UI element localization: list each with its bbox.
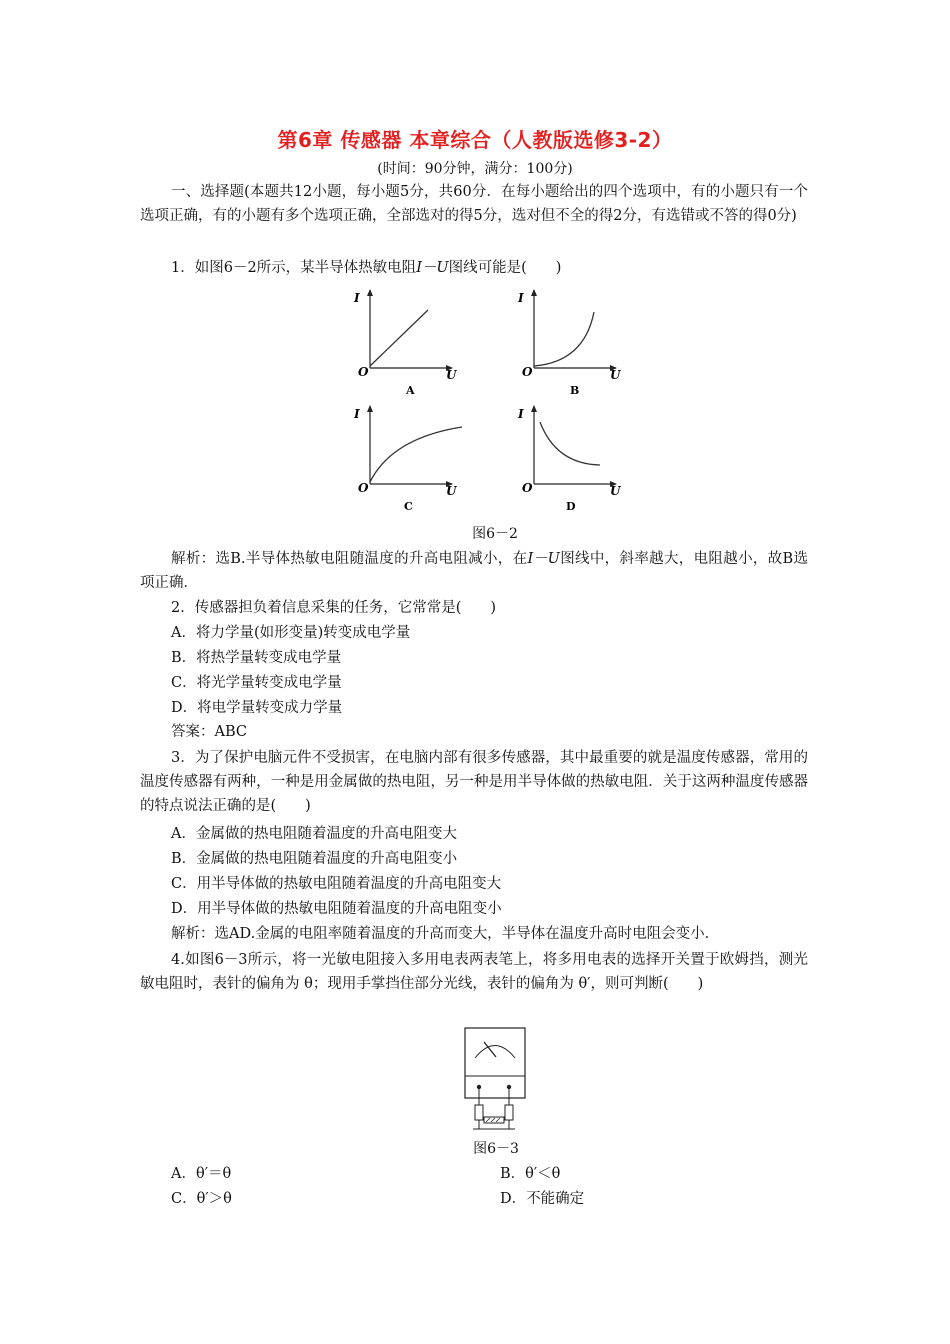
graph-c-curve: [370, 427, 462, 482]
graph-b-label: B: [570, 384, 580, 397]
graph-c-origin: O: [358, 481, 369, 495]
multimeter-body: [465, 1028, 525, 1098]
question-2-option-c: C．将光学量转变成电学量: [171, 675, 342, 691]
meter-needle: [484, 1042, 496, 1057]
question-4-option-b: B．θ′＜θ: [500, 1166, 561, 1182]
graph-c-y-label: I: [354, 407, 360, 421]
probe-left: [475, 1105, 483, 1120]
question-3-option-b: B．金属做的热电阻随着温度的升高电阻变小: [171, 851, 458, 867]
question-2-option-d: D．将电学量转变成力学量: [171, 700, 343, 716]
exam-info: (时间：90分钟，满分：100分): [377, 161, 573, 177]
question-3-analysis: 解析：选AD.金属的电阻率随着温度的升高而变大，半导体在温度升高时电阻会变小．: [171, 926, 720, 942]
figure-6-3-caption: 图6－3: [473, 1141, 519, 1157]
graph-b-origin: O: [522, 365, 533, 379]
figure-6-3: [460, 1025, 530, 1133]
graph-a-x-label: U: [446, 368, 457, 382]
question-2-answer: 答案：ABC: [171, 724, 247, 740]
question-4-stem: 4.如图6－3所示，将一光敏电阻接入多用电表两表笔上，将多用电表的选择开关置于欧姆挡，测光敏电阻时，表针的偏角为 θ；现用手掌挡住部分光线，表针的偏角为 θ′，则可判断( ): [140, 952, 808, 992]
graph-a-y-label: I: [354, 291, 360, 305]
question-4-option-d: D．不能确定: [500, 1191, 585, 1207]
graph-c: [353, 406, 462, 513]
graph-b-x-label: U: [610, 368, 621, 382]
question-1-stem: 1．如图6－2所示，某半导体热敏电阻I－U图线可能是( ): [171, 260, 562, 276]
question-3-option-c: C．用半导体做的热敏电阻随着温度的升高电阻变大: [171, 876, 502, 892]
graph-b: [517, 290, 622, 397]
question-4-option-c: C．θ′＞θ: [171, 1191, 232, 1207]
graph-c-label: C: [404, 500, 413, 513]
terminal-right: [507, 1085, 511, 1089]
question-3-option-a: A．金属做的热电阻随着温度的升高电阻变大: [171, 826, 457, 842]
photoresistor: [484, 1117, 504, 1123]
graph-a-curve: [370, 310, 428, 366]
graph-d-label: D: [566, 500, 576, 513]
graph-d-origin: O: [522, 481, 533, 495]
terminal-left: [477, 1085, 481, 1089]
section-instructions: 一、选择题(本题共12小题，每小题5分，共60分．在每小题给出的四个选项中，有的小题只有一个选项正确，有的小题有多个选项正确，全部选对的得5分，选对但不全的得2分，有选错或不答的得0分): [140, 184, 808, 224]
probe-right: [505, 1105, 513, 1120]
question-1-analysis: 解析：选B.半导体热敏电阻随温度的升高电阻减小，在I－U图线中，斜率越大，电阻越小，故B选项正确．: [140, 551, 809, 591]
figure-6-2-caption: 图6－2: [472, 526, 518, 542]
question-3-stem: 3．为了保护电脑元件不受损害，在电脑内部有很多传感器，其中最重要的就是温度传感器，常用的温度传感器有两种，一种是用金属做的热电阻，另一种是用半导体做的热敏电阻．关于这两种温度传感器的特点说法正确的是( ): [140, 750, 808, 814]
question-2-option-b: B．将热学量转变成电学量: [171, 650, 342, 666]
graph-d-y-label: I: [518, 407, 524, 421]
graph-d-curve: [540, 422, 600, 465]
graph-d-x-label: U: [610, 484, 621, 498]
graph-d: [517, 406, 622, 513]
graph-b-y-label: I: [518, 291, 524, 305]
page-title: 第6章 传感器 本章综合（人教版选修3-2）: [277, 128, 673, 152]
question-2-stem: 2．传感器担负着信息采集的任务，它常常是( ): [171, 600, 497, 616]
question-2-option-a: A．将力学量(如形变量)转变成电学量: [171, 625, 411, 641]
question-3-option-d: D．用半导体做的热敏电阻随着温度的升高电阻变小: [171, 901, 502, 917]
figure-6-2: [340, 280, 640, 520]
graph-a: [353, 290, 458, 397]
graph-a-label: A: [406, 384, 415, 397]
graph-c-x-label: U: [446, 484, 457, 498]
graph-a-origin: O: [358, 365, 369, 379]
graph-b-curve: [534, 312, 594, 366]
question-4-option-a: A．θ′＝θ: [171, 1166, 232, 1182]
